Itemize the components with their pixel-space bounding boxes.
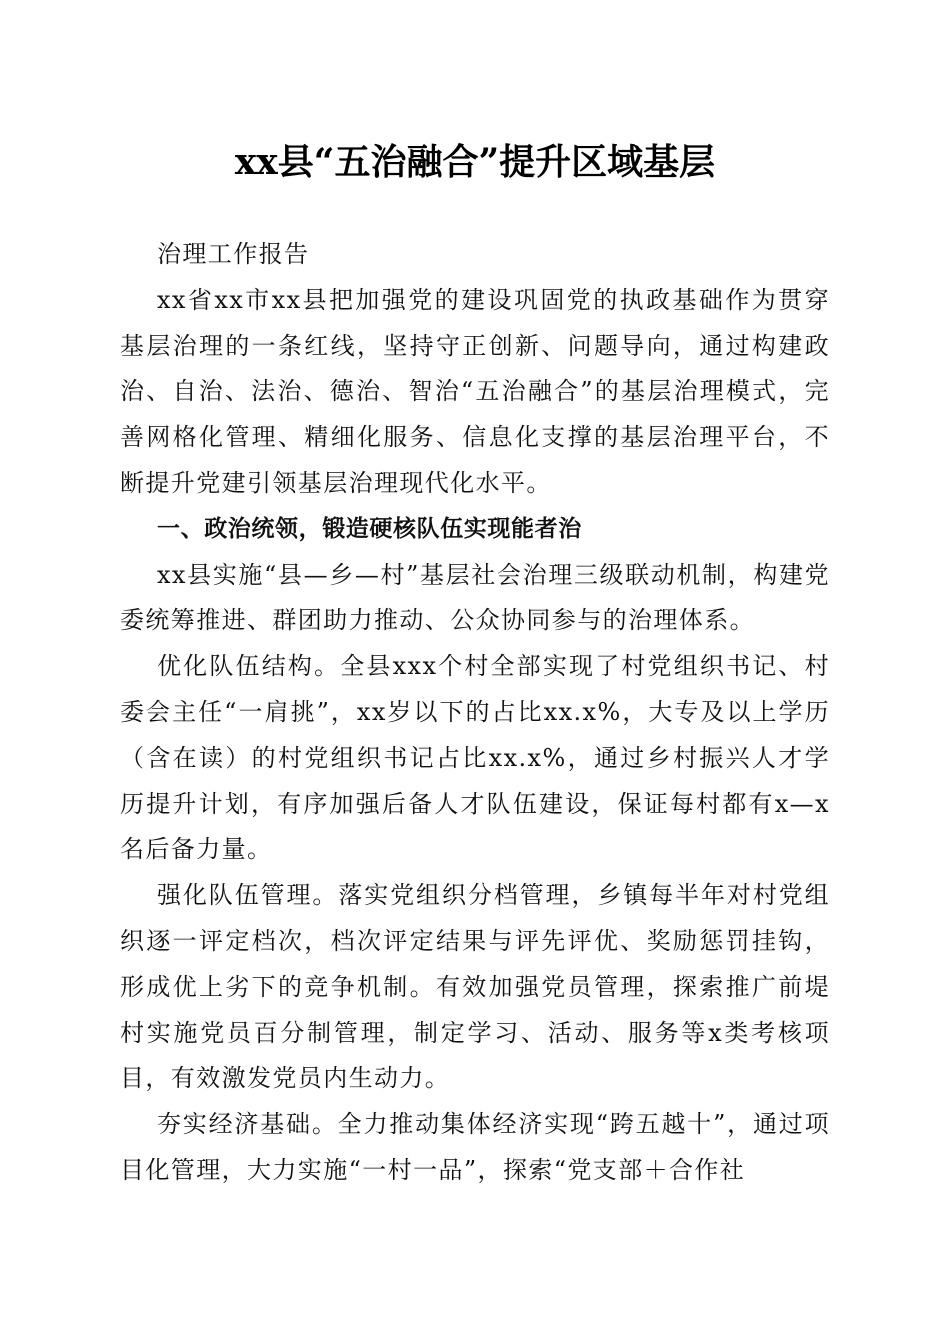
section-heading-1: 一、政治统领，锻造硬核队伍实现能者治 <box>157 515 582 542</box>
body-paragraph: 夯实经济基础。全力推动集体经济实现“跨五越十”，通过项目化管理，大力实施“一村一品”，探索“党支部＋合作社 <box>120 1110 830 1184</box>
body-paragraph: 强化队伍管理。落实党组织分档管理，乡镇每半年对村党组织逐一评定档次，档次评定结果与评先评优、奖励惩罚挂钩，形成优上劣下的竞争机制。有效加强党员管理，探索推广前堤村实施党员百分制管理，制定学习、活动、服务等x类考核项目，有效激发党员内生动力。 <box>120 881 830 1093</box>
intro-paragraph: xx省xx市xx县把加强党的建设巩固党的执政基础作为贯穿基层治理的一条红线，坚持守正创新、问题导向，通过构建政治、自治、法治、德治、智治“五治融合”的基层治理模式，完善网格化管理、精细化服务、信息化支撑的基层治理平台，不断提升党建引领基层治理现代化水平。 <box>120 285 830 497</box>
body-paragraph: xx县实施“县—乡—村”基层社会治理三级联动机制，构建党委统筹推进、群团助力推动、公众协同参与的治理体系。 <box>120 560 830 635</box>
document-title: xx县“五治融合”提升区域基层 <box>234 141 716 183</box>
body-paragraph: 优化队伍结构。全县xxx个村全部实现了村党组织书记、村委会主任“一肩挑”，xx岁以下的占比xx.x%，大专及以上学历（含在读）的村党组织书记占比xx.x%，通过乡村振兴人才学历提升计划，有序加强后备人才队伍建设，保证每村都有x—x名后备力量。 <box>120 652 830 864</box>
document-subtitle: 治理工作报告 <box>157 240 310 268</box>
document-body <box>120 232 830 1194</box>
